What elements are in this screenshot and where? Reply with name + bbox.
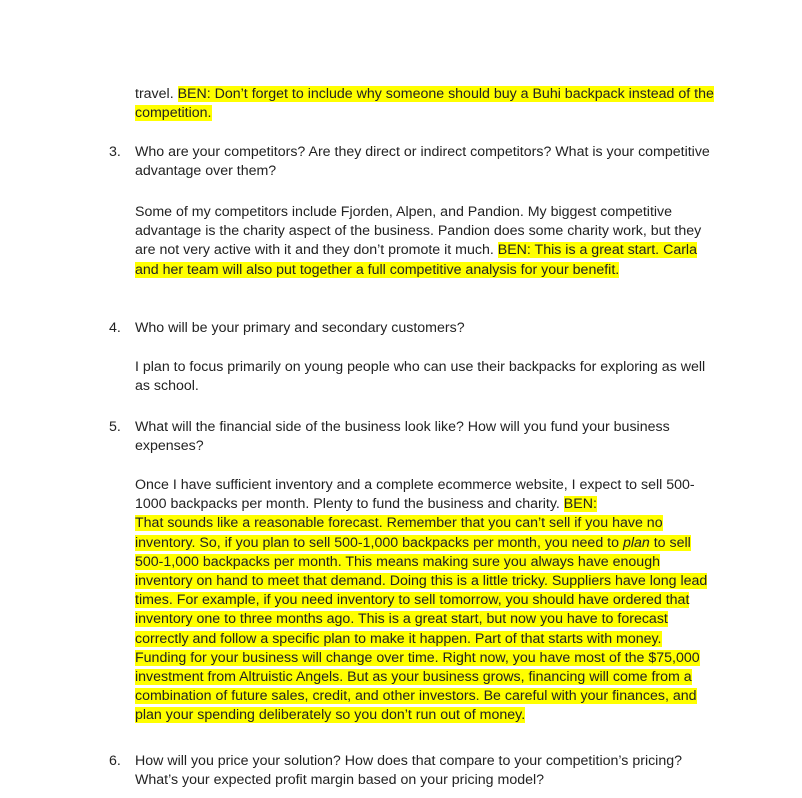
reviewer-comment-highlight: BEN: <box>563 496 597 513</box>
answer-paragraph <box>135 203 715 280</box>
reviewer-comment-highlight: BEN: Don’t forget to include why someone should buy a Buhi backpack instead of the competition. <box>135 86 714 122</box>
reviewer-comment-italic: plan <box>622 534 650 551</box>
list-number: 5. <box>109 419 121 435</box>
reviewer-comment-highlight: to sell 500-1,000 backpacks per month. This means making sure you always have enough inventory on hand to meet that demand. Doing this is a little tricky. Suppliers have long lead times. For example, if you need inventory to sell tomorrow, you should have ordered that inventory one to three months ago. This is a great start, but now you have to forecast correctly and follow a specific plan to make it happen. Part of that starts with money. Funding for your business will change over time. Right now, you have most of the $75,000 investment from Altruistic Angels. But as your business grows, financing will come from a combination of future sales, credit, and other investors. Be careful with your finances, and plan your spending deliberately so you don’t run out of money. <box>135 534 708 724</box>
question-text: How will you price your solution? How does that compare to your competition’s pricing? What’s your expected profit margin based on your pricing model? <box>135 753 683 789</box>
intro-text: travel. <box>135 86 178 102</box>
question-text: What will the financial side of the business look like? How will you fund your business expenses? <box>135 419 670 455</box>
intro-paragraph <box>135 85 715 123</box>
answer-text: Once I have sufficient inventory and a complete ecommerce website, I expect to sell 500-1000 backpacks per month. Plenty to fund the business and charity. <box>135 477 695 513</box>
question-text: Who will be your primary and secondary customers? <box>135 320 465 336</box>
reviewer-comment-highlight: That sounds like a reasonable forecast. Remember that you can’t sell if you have no inventory. So, if you plan to sell 500-1,000 backpacks per month, you need to <box>135 515 663 551</box>
answer-paragraph <box>135 358 715 396</box>
answer-text: Some of my competitors include Fjorden, Alpen, and Pandion. My biggest competitive advantage is the charity aspect of the business. Pandion does some charity work, but they are not very active with it and they don’t promote it much. <box>135 204 702 259</box>
reviewer-comment-highlight: BEN: This is a great start. Carla and her team will also put together a full competitive analysis for your benefit. <box>135 242 697 278</box>
list-number: 6. <box>109 753 121 769</box>
answer-paragraph <box>135 476 715 726</box>
question-text: Who are your competitors? Are they direct or indirect competitors? What is your competitive advantage over them? <box>135 144 710 180</box>
list-number: 3. <box>109 144 121 160</box>
answer-text: I plan to focus primarily on young people who can use their backpacks for exploring as well as school. <box>135 359 706 395</box>
list-number: 4. <box>109 320 121 336</box>
